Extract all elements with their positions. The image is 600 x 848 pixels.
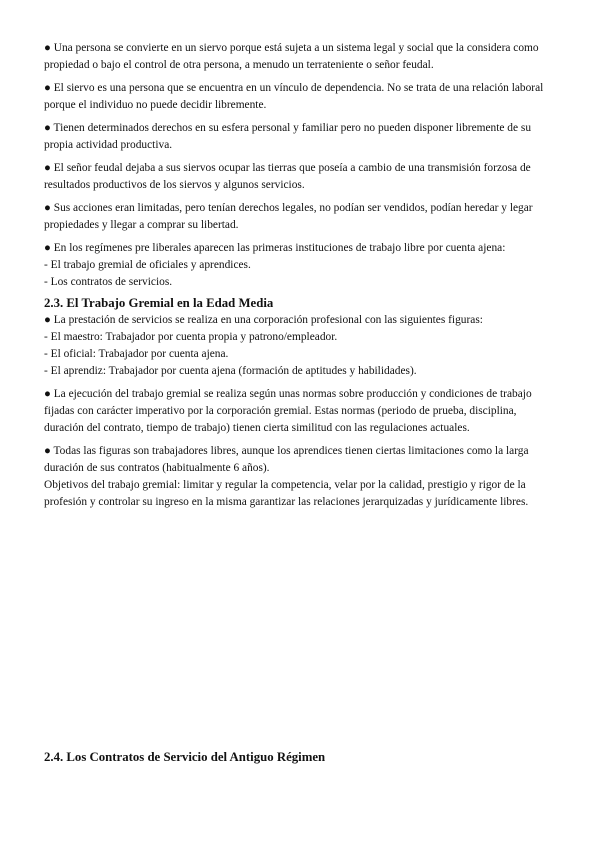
bullet-serf-dependency: ● El siervo es una persona que se encuentra en un vínculo de dependencia. No se trata de una relación laboral porque el individuo no puede decidir libremente. bbox=[44, 82, 544, 111]
bullet-guild-intro: ● La prestación de servicios se realiza en una corporación profesional con las siguientes figuras: bbox=[44, 314, 483, 326]
list-item-guild-work: - El trabajo gremial de oficiales y aprendices. bbox=[44, 259, 251, 271]
guild-objectives: Objetivos del trabajo gremial: limitar y regular la competencia, velar por la calidad, prestigio y rigor de la profesión y controlar su ingreso en la misma garantizar las relaciones jerarquizadas y jurídicamente libres. bbox=[44, 479, 529, 508]
list-item-official: - El oficial: Trabajador por cuenta ajena. bbox=[44, 348, 229, 360]
list-item-service-contracts: - Los contratos de servicios. bbox=[44, 276, 173, 288]
bullet-serf-actions: ● Sus acciones eran limitadas, pero tenían derechos legales, no podían ser vendidos, podían heredar y legar propiedades y llegar a comprar su libertad. bbox=[44, 202, 533, 231]
bullet-pre-liberal: ● En los regímenes pre liberales aparecen las primeras instituciones de trabajo libre por cuenta ajena: bbox=[44, 242, 506, 254]
bullet-serf-definition: ● Una persona se convierte en un siervo porque está sujeta a un sistema legal y social que la considera como propiedad o bajo el control de otra persona, a menudo un terrateniente o señor feudal. bbox=[44, 42, 539, 71]
bullet-serf-rights: ● Tienen determinados derechos en su esfera personal y familiar pero no pueden disponer libremente de su propia actividad productiva. bbox=[44, 122, 532, 151]
bullet-guild-execution: ● La ejecución del trabajo gremial se realiza según unas normas sobre producción y condiciones de trabajo fijadas con carácter imperativo por la corporación gremial. Estas normas (periodo de prueba, disciplina, duración del contrato, tiempo de trabajo) tienen cierta similitud con las regulaciones actuales. bbox=[44, 388, 532, 434]
bullet-feudal-lord: ● El señor feudal dejaba a sus siervos ocupar las tierras que poseía a cambio de una transmisión forzosa de resultados productivos de los siervos y algunos servicios. bbox=[44, 162, 531, 191]
document-body bbox=[44, 40, 556, 517]
list-item-master: - El maestro: Trabajador por cuenta propia y patrono/empleador. bbox=[44, 331, 338, 343]
section-heading-2-3: 2.3. El Trabajo Gremial en la Edad Media bbox=[44, 296, 274, 310]
section-heading-2-4: 2.4. Los Contratos de Servicio del Antiguo Régimen bbox=[44, 750, 326, 764]
bullet-free-workers: ● Todas las figuras son trabajadores libres, aunque los aprendices tienen ciertas limitaciones como la larga duración de sus contratos (habitualmente 6 años). bbox=[44, 445, 529, 474]
list-item-apprentice: - El aprendiz: Trabajador por cuenta ajena (formación de aptitudes y habilidades). bbox=[44, 365, 417, 377]
